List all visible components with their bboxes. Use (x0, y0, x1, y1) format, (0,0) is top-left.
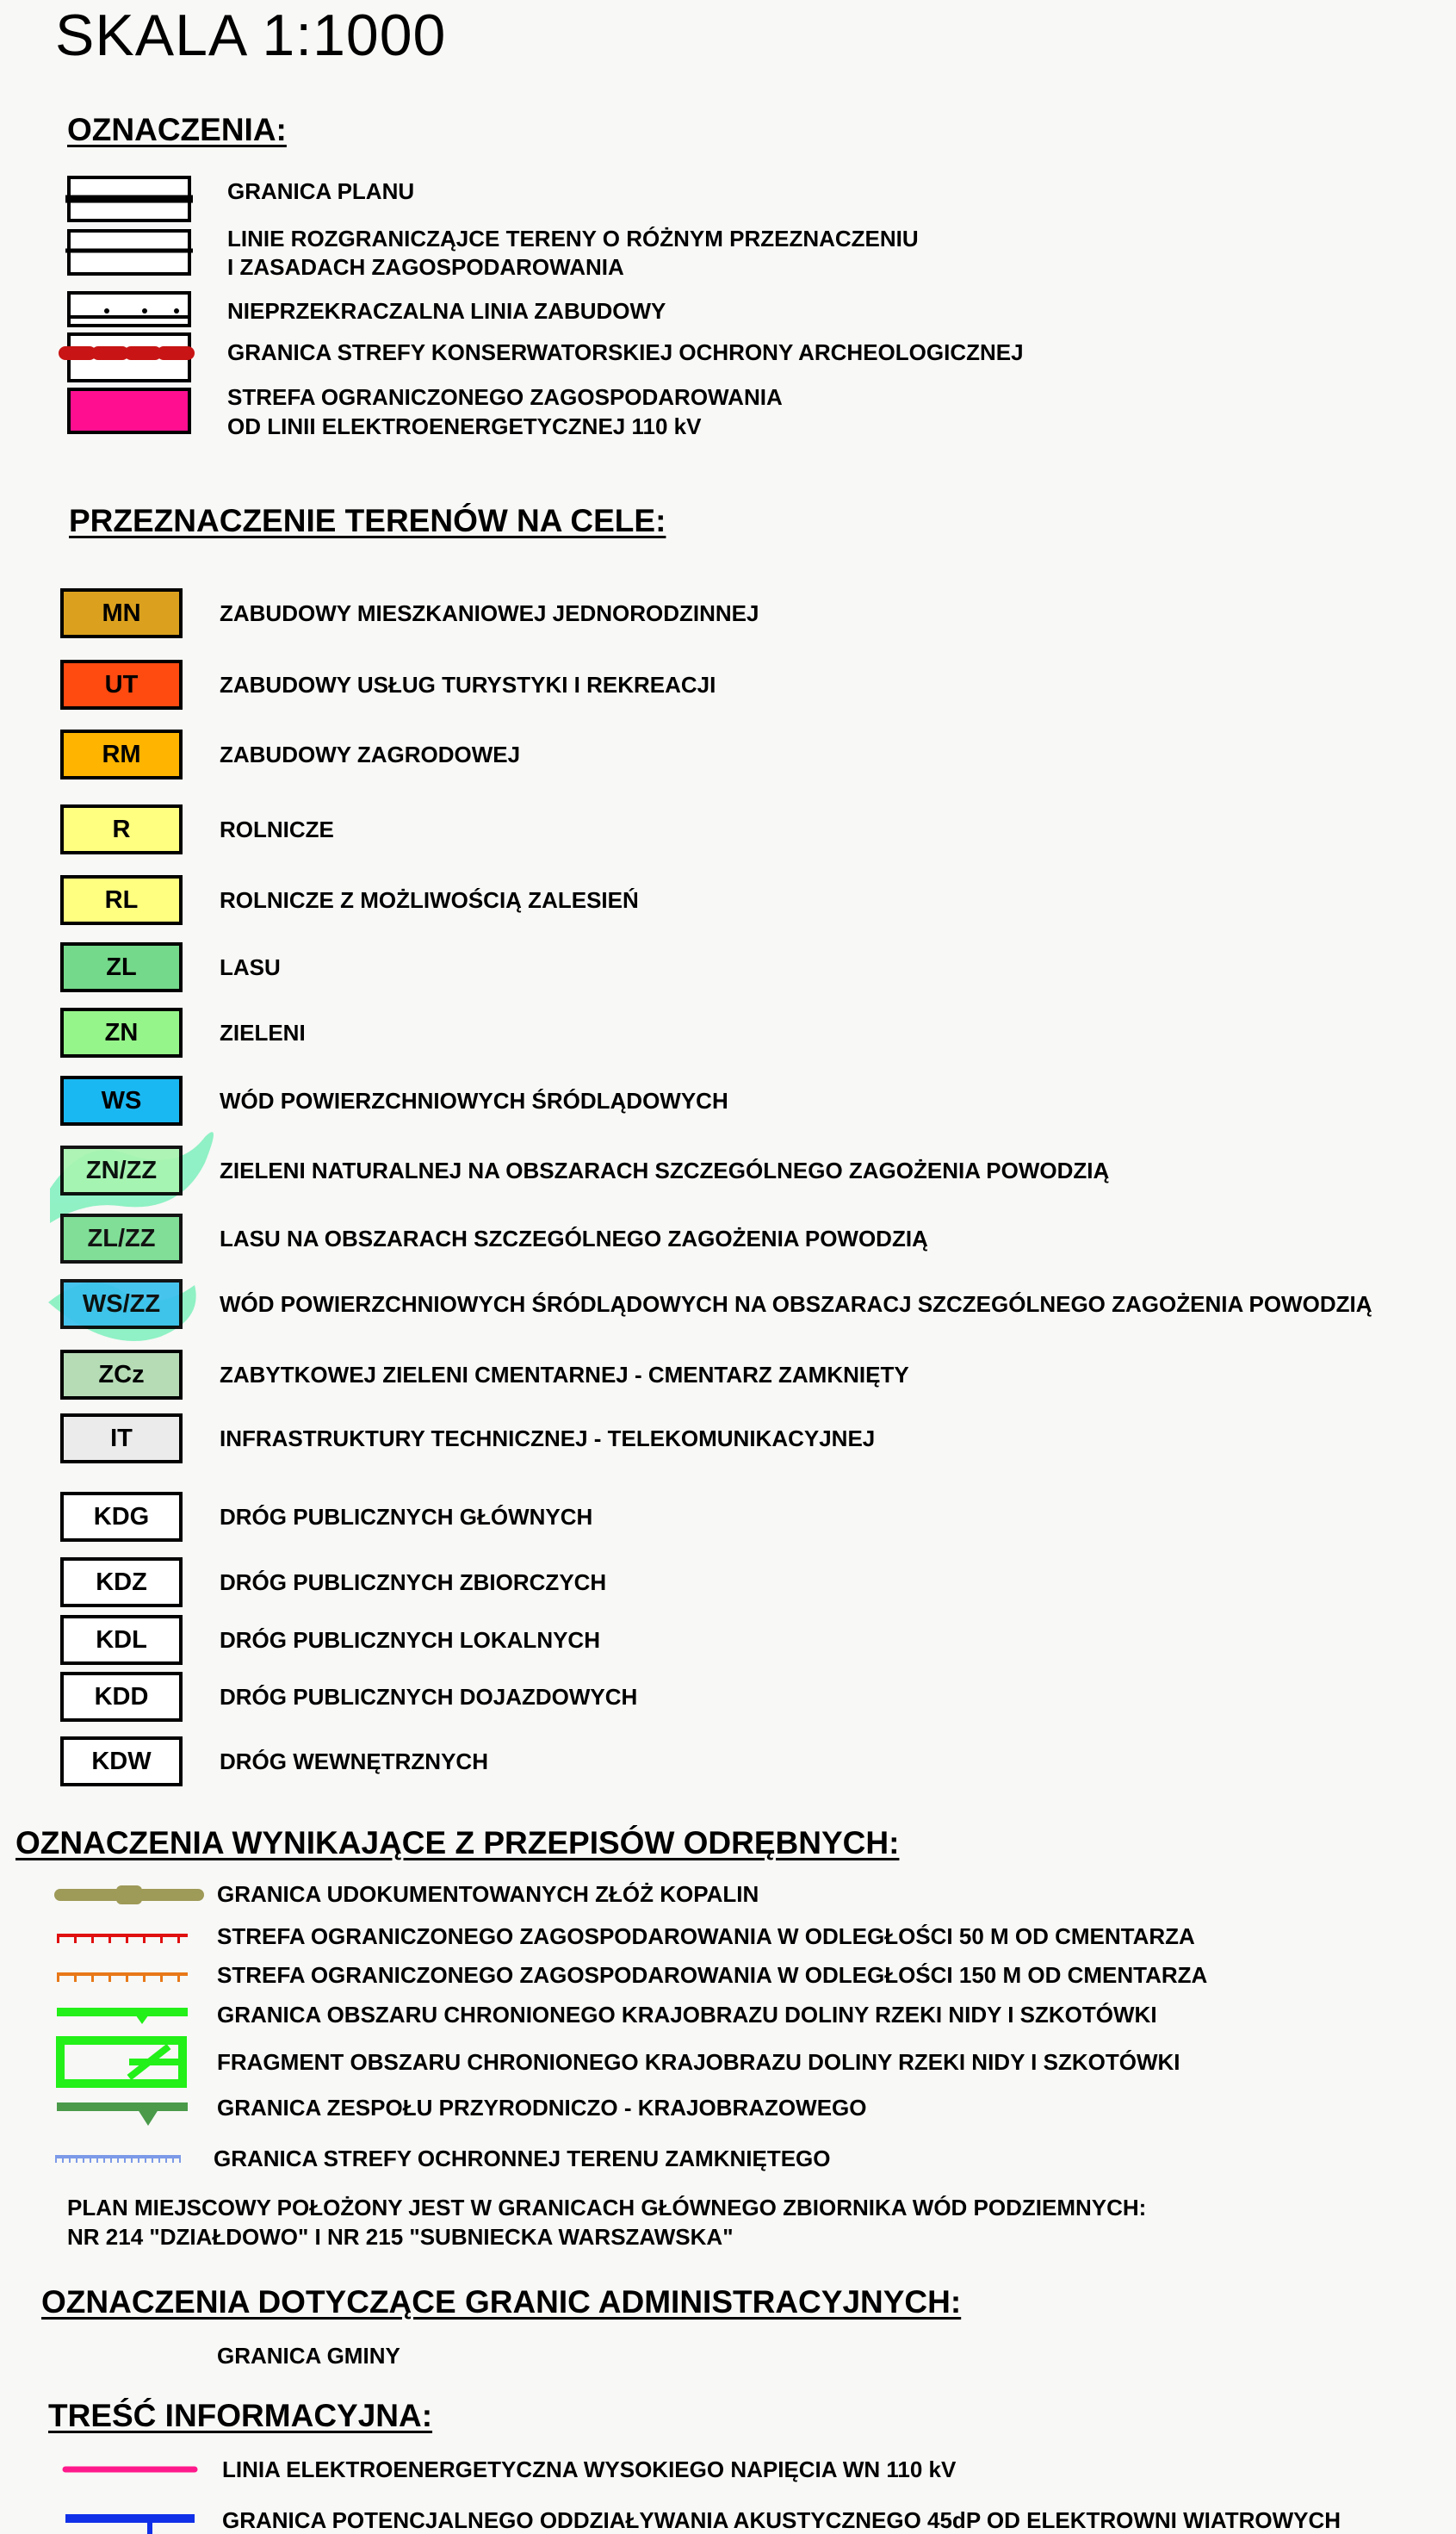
land-use-label: ZIELENI (220, 1020, 306, 1046)
land-use-code-box: WS/ZZ (60, 1279, 183, 1329)
legend-label: STREFA OGRANICZONEGO ZAGOSPODAROWANIA W ODLEGŁOŚCI 50 M OD CMENTARZA (217, 1923, 1195, 1949)
legend-label: OD LINII ELEKTROENERGETYCZNEJ 110 kV (227, 413, 702, 439)
land-use-code-box: KDW (60, 1736, 183, 1786)
legend-label: GRANICA OBSZARU CHRONIONEGO KRAJOBRAZU DOLINY RZEKI NIDY I SZKOTÓWKI (217, 2002, 1157, 2028)
landscape-boundary-symbol (57, 2012, 188, 2024)
land-use-code-box: UT (60, 660, 183, 710)
land-use-label: WÓD POWIERZCHNIOWYCH ŚRÓDLĄDOWYCH NA OBSZARACJ SZCZEGÓLNEGO ZAGOŻENIA POWODZIĄ (220, 1291, 1372, 1317)
legend-label: STREFA OGRANICZONEGO ZAGOSPODAROWANIA (227, 384, 783, 410)
closed-area-symbol (55, 2157, 181, 2160)
legend-label: GRANICA GMINY (217, 2343, 400, 2369)
land-use-code-box: MN (60, 588, 183, 638)
legend-label: LINIE ROZGRANICZĄJCE TERENY O RÓŻNYM PRZEZNACZENIU (227, 226, 919, 252)
land-use-code-box: IT (60, 1413, 183, 1463)
land-use-code-box: ZCz (60, 1350, 183, 1400)
groundwater-note: NR 214 "DZIAŁDOWO" I NR 215 "SUBNIECKA WARSZAWSKA" (67, 2224, 734, 2250)
land-use-code-box: ZN (60, 1008, 183, 1058)
land-use-code-box: KDZ (60, 1557, 183, 1607)
land-use-code-box: WS (60, 1076, 183, 1126)
legend-label: GRANICA UDOKUMENTOWANYCH ZŁÓŻ KOPALIN (217, 1881, 759, 1907)
land-use-label: INFRASTRUKTURY TECHNICZNEJ - TELEKOMUNIKACYJNEJ (220, 1425, 876, 1451)
groundwater-note: PLAN MIEJSCOWY POŁOŻONY JEST W GRANICACH GŁÓWNEGO ZBIORNIKA WÓD PODZIEMNYCH: (67, 2195, 1147, 2220)
landscape-fragment-symbol (60, 2040, 183, 2084)
land-use-label: ZABUDOWY USŁUG TURYSTYKI I REKREACJI (220, 672, 716, 698)
legend-label: GRANICA ZESPOŁU PRZYRODNICZO - KRAJOBRAZOWEGO (217, 2095, 867, 2121)
land-use-label: LASU (220, 954, 281, 980)
land-use-code-box: RM (60, 730, 183, 779)
nature-complex-symbol (57, 2107, 188, 2126)
legend-label: I ZASADACH ZAGOSPODAROWANIA (227, 254, 624, 280)
land-use-label: DRÓG PUBLICZNYCH ZBIORCZYCH (220, 1569, 607, 1595)
land-use-label: DRÓG PUBLICZNYCH DOJAZDOWYCH (220, 1684, 638, 1710)
section-heading-administracyjne: OZNACZENIA DOTYCZĄCE GRANIC ADMINISTRACYJNYCH: (41, 2284, 962, 2320)
section-heading-informacyjna: TREŚĆ INFORMACYJNA: (48, 2398, 433, 2433)
land-use-code-box: KDG (60, 1492, 183, 1542)
legend-label: GRANICA PLANU (227, 178, 415, 204)
land-use-label: DRÓG WEWNĘTRZNYCH (220, 1748, 488, 1774)
building-line-symbol (69, 293, 189, 326)
land-use-code-box: RL (60, 875, 183, 925)
land-use-label: WÓD POWIERZCHNIOWYCH ŚRÓDLĄDOWYCH (220, 1088, 728, 1114)
land-use-label: LASU NA OBSZARACH SZCZEGÓLNEGO ZAGOŻENIA POWODZIĄ (220, 1226, 928, 1251)
land-use-label: ROLNICZE Z MOŻLIWOŚCIĄ ZALESIEŃ (220, 887, 639, 913)
dividing-line-symbol (65, 231, 193, 274)
powerline-zone-symbol (69, 389, 189, 432)
legend-label: GRANICA POTENCJALNEGO ODDZIAŁYWANIA AKUSTYCZNEGO 45dP OD ELEKTROWNI WIATROWYCH (222, 2507, 1341, 2533)
land-use-label: ZIELENI NATURALNEJ NA OBSZARACH SZCZEGÓLNEGO ZAGOŻENIA POWODZIĄ (220, 1158, 1110, 1183)
scale-title: SKALA 1:1000 (55, 3, 447, 68)
acoustic-boundary-symbol (65, 2518, 195, 2534)
plan-boundary-symbol (65, 177, 193, 220)
land-use-code-box: R (60, 804, 183, 854)
land-use-code-box: ZL (60, 942, 183, 992)
legend-label: GRANICA STREFY OCHRONNEJ TERENU ZAMKNIĘTEGO (214, 2146, 831, 2171)
land-use-code-box: KDD (60, 1672, 183, 1722)
land-use-label: DRÓG PUBLICZNYCH GŁÓWNYCH (220, 1504, 593, 1530)
cemetery-50m-symbol (57, 1935, 188, 1939)
land-use-label: DRÓG PUBLICZNYCH LOKALNYCH (220, 1627, 600, 1653)
land-use-code-box: ZL/ZZ (60, 1214, 183, 1264)
land-use-label: ZABYTKOWEJ ZIELENI CMENTARNEJ - CMENTARZ ZAMKNIĘTY (220, 1362, 909, 1388)
land-use-label: ZABUDOWY MIESZKANIOWEJ JEDNORODZINNEJ (220, 600, 759, 626)
legend-label: FRAGMENT OBSZARU CHRONIONEGO KRAJOBRAZU DOLINY RZEKI NIDY I SZKOTÓWKI (217, 2049, 1180, 2075)
section-heading-odrebne: OZNACZENIA WYNIKAJĄCE Z PRZEPISÓW ODRĘBNYCH: (15, 1825, 900, 1860)
land-use-code-box: KDL (60, 1615, 183, 1665)
archaeology-zone-symbol (65, 334, 196, 381)
deposit-boundary-symbol (60, 1885, 198, 1904)
legend-label: LINIA ELEKTROENERGETYCZNA WYSOKIEGO NAPIĘCIA WN 110 kV (222, 2456, 957, 2482)
land-use-label: ZABUDOWY ZAGRODOWEJ (220, 742, 521, 767)
legend-label: GRANICA STREFY KONSERWATORSKIEJ OCHRONY ARCHEOLOGICZNEJ (227, 339, 1024, 365)
legend-label: STREFA OGRANICZONEGO ZAGOSPODAROWANIA W ODLEGŁOŚCI 150 M OD CMENTARZA (217, 1962, 1208, 1988)
cemetery-150m-symbol (57, 1974, 188, 1978)
land-use-label: ROLNICZE (220, 817, 334, 842)
legend-label: NIEPRZEKRACZALNA LINIA ZABUDOWY (227, 298, 666, 324)
section-heading-przeznaczenie: PRZEZNACZENIE TERENÓW NA CELE: (69, 503, 666, 538)
section-heading-oznaczenia: OZNACZENIA: (67, 112, 287, 147)
land-use-code-box: ZN/ZZ (60, 1146, 183, 1196)
